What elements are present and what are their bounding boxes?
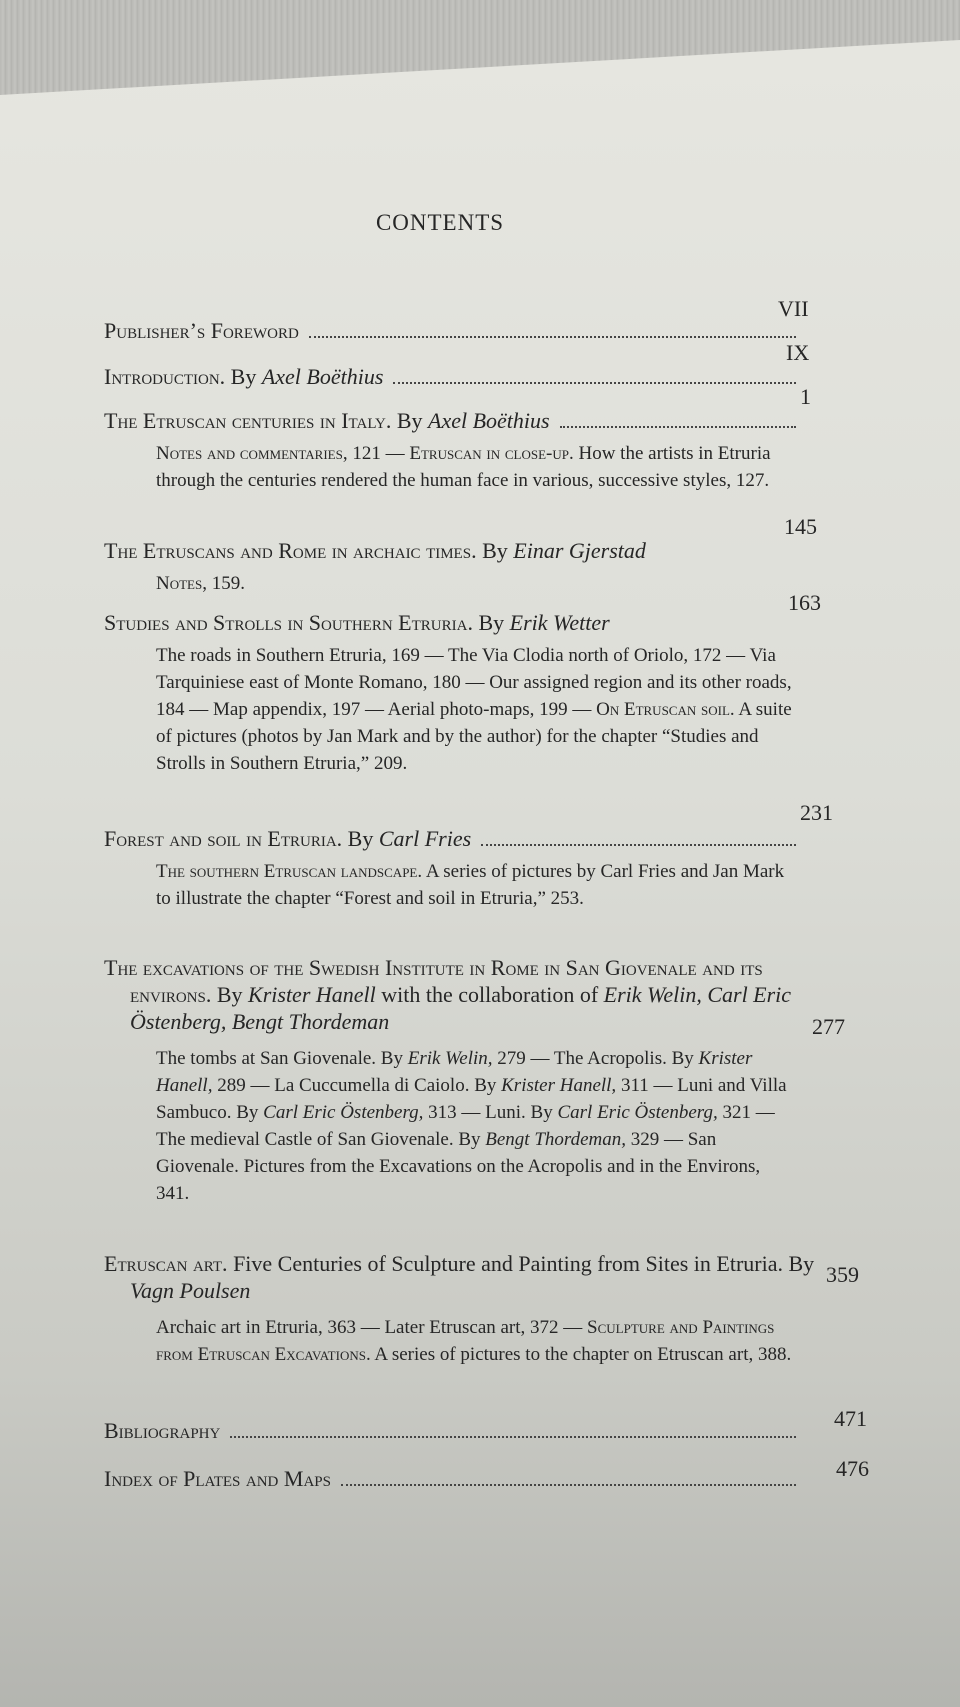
toc-entry-bibliography <box>104 1418 804 1444</box>
author: Axel Boëthius <box>428 408 550 433</box>
toc-entry-foreword <box>104 318 804 344</box>
page-number: 163 <box>788 590 821 615</box>
sub-text: A suite of pictures (photos by Jan Mark and by the author) for the chapter “Studies and Strolls in Southern Etruria,” 209. <box>156 699 792 774</box>
author: Erik Wetter <box>509 610 610 635</box>
author: Einar Gjerstad <box>513 538 646 563</box>
by-text: By <box>472 610 510 635</box>
entry-label: Publisher’s Foreword <box>104 318 299 343</box>
toc-entry-strolls <box>104 610 804 777</box>
entry-label: Bibliography <box>104 1418 221 1443</box>
page-number: 471 <box>834 1406 867 1431</box>
author: Krister Hanell <box>248 982 376 1007</box>
leader-dots <box>560 425 796 428</box>
author: Carl Fries <box>378 826 472 851</box>
sub-text: 279 — The Acropolis. By <box>492 1048 699 1069</box>
entry-label: The excavations of the Swedish Institute in Rome in San Giovenale and its environs. <box>104 955 763 1007</box>
toc-entry-centuries <box>104 408 804 494</box>
author: Carl Eric Östenberg, <box>557 1102 718 1123</box>
entry-label: Studies and Strolls in Southern Etruria. <box>104 610 473 635</box>
entry-label-rest: Five Centuries of Sculpture and Painting from Sites in Etruria. <box>227 1251 783 1276</box>
entry-label-block <box>104 954 830 1035</box>
sub-heading: On Etruscan soil. <box>596 699 735 720</box>
entry-label: The Etruscans and Rome in archaic times. <box>104 538 477 563</box>
page-number: 476 <box>836 1456 869 1481</box>
sub-text: A series of pictures to the chapter on Etruscan art, 388. <box>370 1344 792 1365</box>
leader-dots <box>309 335 796 338</box>
sub-heading: Notes, <box>156 573 207 594</box>
page-number: 231 <box>800 800 833 825</box>
page-number: 359 <box>826 1262 859 1287</box>
entry-subcontents <box>156 642 796 777</box>
page-number: 1 <box>800 384 811 409</box>
entry-label: Index of Plates and Maps <box>104 1466 331 1491</box>
leader-dots <box>481 843 796 846</box>
author: Erik Welin, <box>407 1048 493 1069</box>
page-number: VII <box>778 296 809 321</box>
entry-subcontents <box>156 570 796 597</box>
sub-text: A series of pictures by Carl Fries and Jan Mark to illustrate the chapter “Forest and soil in Etruria,” 253. <box>156 861 785 909</box>
sub-text: 313 — Luni. By <box>423 1102 558 1123</box>
sub-heading: Etruscan in close-up. <box>409 443 574 464</box>
toc-entry-introduction <box>104 364 804 390</box>
sub-heading: Notes and commentaries, <box>156 443 348 464</box>
by-text: By <box>225 364 262 389</box>
author: Krister Hanell, <box>156 1048 753 1096</box>
sub-text: 159. <box>206 573 245 594</box>
entry-subcontents <box>156 858 796 912</box>
sub-text: Archaic art in Etruria, 363 — Later Etruscan art, 372 — <box>156 1317 588 1338</box>
leader-dots <box>230 1435 796 1438</box>
entry-label: The Etruscan centuries in Italy. <box>104 408 392 433</box>
sub-text: How the artists in Etruria through the centuries rendered the human face in various, successive styles, 127. <box>156 443 771 491</box>
author: Carl Eric Östenberg, <box>263 1102 424 1123</box>
by-text: By <box>211 982 249 1007</box>
entry-label: Forest and soil in Etruria. <box>104 826 343 851</box>
toc-entry-rome <box>104 538 804 597</box>
page-title: CONTENTS <box>375 210 505 235</box>
sub-heading: Sculpture and Paintings from Etruscan Excavations. <box>156 1317 775 1365</box>
author: Bengt Thordeman, <box>485 1129 626 1150</box>
author: Axel Boëthius <box>261 364 384 389</box>
entry-subcontents <box>156 1314 796 1368</box>
page-number: 277 <box>812 1014 845 1039</box>
entry-subcontents <box>156 440 796 494</box>
entry-subcontents <box>156 1045 796 1207</box>
sub-text: 321 — The medieval Castle of San Giovenale. By <box>156 1102 775 1150</box>
sub-text: The tombs at San Giovenale. By <box>156 1048 408 1069</box>
leader-dots <box>341 1483 796 1486</box>
with-text: with the collaboration of <box>375 982 604 1007</box>
by-text: By <box>476 538 514 563</box>
sub-text: 311 — Luni and Villa Sambuco. By <box>156 1075 787 1123</box>
by-text: By <box>342 826 379 851</box>
toc-entry-forest <box>104 826 804 912</box>
collaborators: Erik Welin, Carl Eric Östenberg, Bengt Thordeman <box>130 982 792 1034</box>
leader-dots <box>393 381 796 384</box>
author: Krister Hanell, <box>501 1075 617 1096</box>
sub-text: 289 — La Cuccumella di Caiolo. By <box>212 1075 502 1096</box>
entry-label: Introduction. <box>104 364 226 389</box>
entry-label: Etruscan art. <box>104 1251 228 1276</box>
toc-entry-index <box>104 1466 804 1492</box>
by-text: By <box>391 408 429 433</box>
sub-text: 121 — <box>347 443 410 464</box>
by-text: By <box>782 1251 815 1276</box>
page-number: 145 <box>784 514 817 539</box>
sub-heading: The southern Etruscan landscape. <box>156 861 423 882</box>
entry-label-block <box>104 1250 830 1304</box>
sub-text: The roads in Southern Etruria, 169 — The Via Clodia north of Oriolo, 172 — Via Tarquiniese east of Monte Romano, 180 — Our assigned region and its other roads, 184 — Map appendix, 197 — Aerial photo-maps, 199 — <box>156 645 792 720</box>
page-number: IX <box>786 340 810 365</box>
toc-entry-art <box>104 1250 815 1368</box>
author: Vagn Poulsen <box>130 1278 251 1303</box>
toc-entry-excavations <box>104 954 804 1207</box>
sub-text: 329 — San Giovenale. Pictures from the Excavations on the Acropolis and in the Environs, 341. <box>156 1129 761 1204</box>
